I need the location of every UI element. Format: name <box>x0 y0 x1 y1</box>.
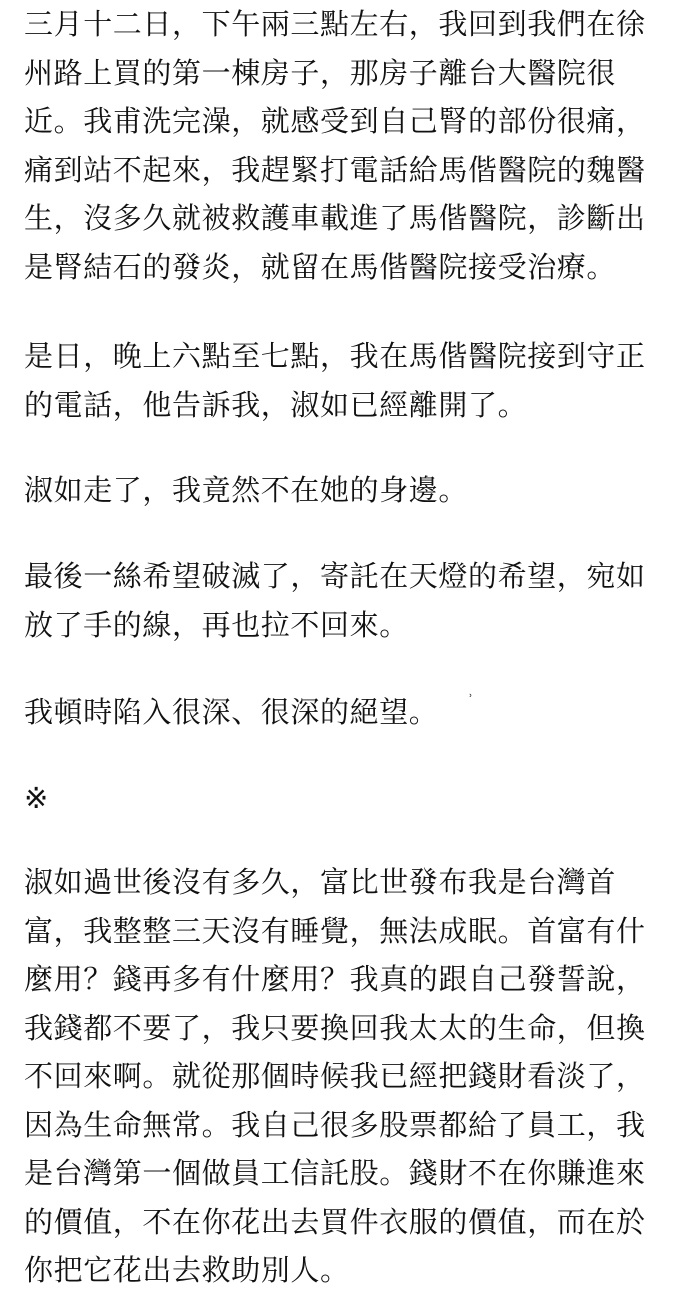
text-line: 富，我整整三天沒有睡覺，無法成眠。首富有什 <box>24 913 646 948</box>
paragraph-richest-man <box>24 858 672 1295</box>
text-line: 是台灣第一個做員工信託股。錢財不在你賺進來 <box>24 1156 646 1190</box>
text-line: 不回來啊。就從那個時候我已經把錢財看淡了， <box>24 1059 646 1093</box>
paragraph-not-by-her-side <box>24 466 672 515</box>
paragraph-kidney-stone <box>24 0 672 291</box>
text-line: 放了手的線，再也拉不回來。 <box>24 607 409 642</box>
text-line: 是日，晚上六點至七點，我在馬偕醫院接到守正 <box>24 339 646 373</box>
text-line: 近。我甫洗完澡，就感受到自己腎的部份很痛， <box>24 104 646 138</box>
text-line: 你把它花出去救助別人。 <box>24 1253 350 1287</box>
text-line: 因為生命無常。我自己很多股票都給了員工，我 <box>24 1107 646 1142</box>
separator-mark: ※ <box>24 781 49 815</box>
paragraph-phone-call <box>24 332 672 429</box>
text-line: 是腎結石的發炎，就留在馬偕醫院接受治療。 <box>24 249 617 284</box>
text-line: 麼用？錢再多有什麼用？我真的跟自己發誓說， <box>24 962 646 996</box>
text-line: 的價值，不在你花出去買件衣服的價值，而在於 <box>24 1204 646 1239</box>
text-line: 我錢都不要了，我只要換回我太太的生命，但換 <box>24 1010 646 1045</box>
paragraph-last-hope <box>24 552 672 649</box>
text-line: 最後一絲希望破滅了，寄託在天燈的希望，宛如 <box>24 559 646 593</box>
text-line: 淑如過世後沒有多久，富比世發布我是台灣首 <box>24 865 617 899</box>
stray-mark: ʾ <box>469 692 473 706</box>
text-line: 三月十二日，下午兩三點左右，我回到我們在徐 <box>24 7 646 41</box>
text-line: 州路上買的第一棟房子，那房子離台大醫院很 <box>24 55 617 90</box>
text-line: 的電話，他告訴我，淑如已經離開了。 <box>24 387 528 422</box>
text-line: 痛到站不起來，我趕緊打電話給馬偕醫院的魏醫 <box>24 152 646 187</box>
text-line: 淑如走了，我竟然不在她的身邊。 <box>24 473 469 507</box>
text-line: 我頓時陷入很深、很深的絕望。 <box>24 695 439 729</box>
section-separator <box>24 774 672 823</box>
paragraph-despair <box>24 688 672 737</box>
text-line: 生，沒多久就被救護車載進了馬偕醫院，診斷出 <box>24 201 646 235</box>
